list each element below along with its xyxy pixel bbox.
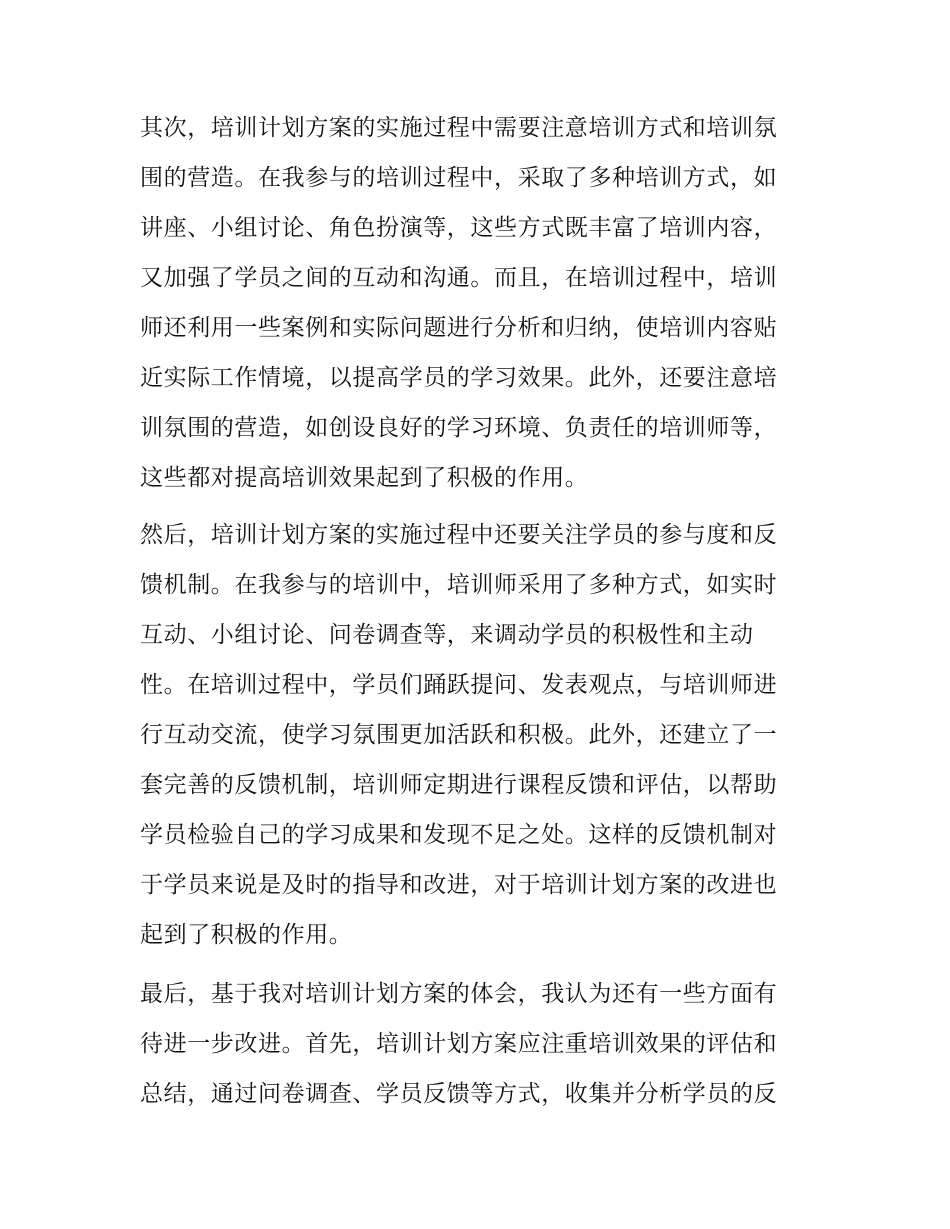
text-line: 其次，培训计划方案的实施过程中需要注意培训方式和培训氛 (140, 115, 778, 141)
text-line: 馈机制。在我参与的培训中，培训师采用了多种方式，如实时 (140, 572, 778, 598)
text-line: 起到了积极的作用。 (140, 922, 353, 948)
text-line: 最后，基于我对培训计划方案的体会，我认为还有一些方面有 (140, 981, 778, 1007)
text-line: 套完善的反馈机制，培训师定期进行课程反馈和评估，以帮助 (140, 772, 778, 798)
paragraph-2 (140, 510, 820, 960)
text-line: 待进一步改进。首先，培训计划方案应注重培训效果的评估和 (140, 1031, 778, 1057)
text-line: 讲座、小组讨论、角色扮演等，这些方式既丰富了培训内容， (140, 215, 778, 241)
text-line: 于学员来说是及时的指导和改进，对于培训计划方案的改进也 (140, 872, 778, 898)
text-line: 然后，培训计划方案的实施过程中还要关注学员的参与度和反 (140, 522, 778, 548)
text-line: 行互动交流，使学习氛围更加活跃和积极。此外，还建立了一 (140, 722, 778, 748)
text-line: 师还利用一些案例和实际问题进行分析和归纳，使培训内容贴 (140, 315, 778, 341)
text-line: 训氛围的营造，如创设良好的学习环境、负责任的培训师等， (140, 415, 778, 441)
text-line: 又加强了学员之间的互动和沟通。而且，在培训过程中，培训 (140, 265, 778, 291)
text-line: 学员检验自己的学习成果和发现不足之处。这样的反馈机制对 (140, 822, 778, 848)
text-line: 互动、小组讨论、问卷调查等，来调动学员的积极性和主动 (140, 622, 754, 648)
text-line: 这些都对提高培训效果起到了积极的作用。 (140, 465, 589, 491)
text-line: 性。在培训过程中，学员们踊跃提问、发表观点，与培训师进 (140, 672, 778, 698)
text-line: 围的营造。在我参与的培训过程中，采取了多种培训方式，如 (140, 165, 778, 191)
paragraph-3 (140, 969, 820, 1119)
paragraph-1 (140, 103, 820, 503)
text-line: 总结，通过问卷调查、学员反馈等方式，收集并分析学员的反 (140, 1081, 778, 1107)
text-line: 近实际工作情境，以提高学员的学习效果。此外，还要注意培 (140, 365, 778, 391)
